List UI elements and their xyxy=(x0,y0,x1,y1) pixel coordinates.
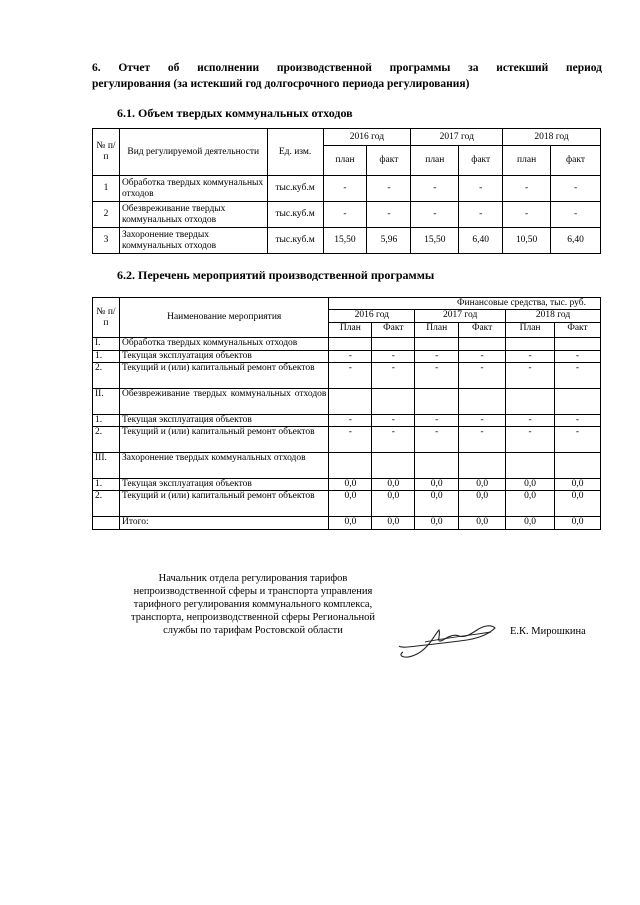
row-name: Текущий и (или) капитальный ремонт объектов xyxy=(119,363,328,389)
header-fact: факт xyxy=(459,146,503,176)
header-unit: Ед. изм. xyxy=(267,129,323,176)
position-line: тарифного регулирования коммунального комплекса, xyxy=(133,599,373,610)
cell-value: - xyxy=(323,176,367,202)
cell-value xyxy=(506,338,555,351)
cell-value: 0,0 xyxy=(459,479,506,491)
cell-value: - xyxy=(506,415,555,427)
cell-value: 0,0 xyxy=(506,517,555,530)
cell-value: 0,0 xyxy=(555,479,601,491)
header-fact: факт xyxy=(367,146,411,176)
cell-value: - xyxy=(551,202,601,228)
cell-value: - xyxy=(329,351,372,363)
cell-value: - xyxy=(555,415,601,427)
cell-value: - xyxy=(372,363,415,389)
section1-title: 6.1. Объем твердых коммунальных отходов xyxy=(117,106,353,120)
header-plan: План xyxy=(506,323,555,338)
cell-value xyxy=(329,338,372,351)
row-name: Текущий и (или) капитальный ремонт объектов xyxy=(119,427,328,453)
cell-value: 0,0 xyxy=(459,517,506,530)
row-name: Захоронение твердых коммунальных отходов xyxy=(119,453,328,479)
cell-value: - xyxy=(503,202,551,228)
cell-value: - xyxy=(367,202,411,228)
position-line: Начальник отдела регулирования тарифов xyxy=(158,573,348,584)
header-num: № п/п xyxy=(93,129,120,176)
cell-value xyxy=(459,389,506,415)
cell-value: - xyxy=(551,176,601,202)
header-year-2018: 2018 год xyxy=(503,129,601,146)
cell-value: 0,0 xyxy=(372,491,415,517)
cell-value: - xyxy=(555,363,601,389)
cell-value: 0,0 xyxy=(506,479,555,491)
header-name: Наименование мероприятия xyxy=(119,298,328,338)
cell-value xyxy=(459,338,506,351)
table-row xyxy=(93,415,601,427)
waste-volume-table xyxy=(92,128,601,254)
cell-value: - xyxy=(555,351,601,363)
cell-value: - xyxy=(459,351,506,363)
header-plan: план xyxy=(411,146,459,176)
row-activity: Обработка твердых коммунальных отходов xyxy=(119,176,267,202)
header-year-2018: 2018 год xyxy=(506,310,601,323)
cell-value: 0,0 xyxy=(329,479,372,491)
table-row xyxy=(93,389,601,415)
header-plan: план xyxy=(503,146,551,176)
header-year-2017: 2017 год xyxy=(411,129,503,146)
row-num: 2 xyxy=(93,202,120,228)
cell-value: - xyxy=(411,202,459,228)
signatory-position xyxy=(108,572,398,637)
header-fact: Факт xyxy=(555,323,601,338)
cell-value: 15,50 xyxy=(323,228,367,254)
header-plan: План xyxy=(329,323,372,338)
cell-value xyxy=(555,389,601,415)
header-funds: Финансовые средства, тыс. руб. xyxy=(329,298,601,310)
cell-value: 15,50 xyxy=(411,228,459,254)
cell-value: 0,0 xyxy=(372,517,415,530)
cell-value: - xyxy=(329,427,372,453)
handwritten-signature xyxy=(395,612,505,662)
cell-value: 5,96 xyxy=(367,228,411,254)
row-num: III. xyxy=(93,453,120,479)
table-row xyxy=(93,338,601,351)
cell-value: 0,0 xyxy=(415,479,459,491)
section2-title: 6.2. Перечень мероприятий производственной программы xyxy=(117,268,435,282)
cell-value: - xyxy=(372,427,415,453)
cell-value xyxy=(415,338,459,351)
cell-value xyxy=(372,389,415,415)
header-fact: Факт xyxy=(459,323,506,338)
cell-value xyxy=(415,389,459,415)
cell-value: - xyxy=(415,427,459,453)
cell-value xyxy=(329,453,372,479)
row-num xyxy=(93,517,120,530)
table-row xyxy=(93,363,601,389)
header-num: № п/п xyxy=(93,298,120,338)
table-row xyxy=(93,351,601,363)
cell-value: - xyxy=(506,363,555,389)
cell-value: 0,0 xyxy=(555,517,601,530)
row-num: 2. xyxy=(93,363,120,389)
cell-value: 0,0 xyxy=(329,517,372,530)
header-year-2016: 2016 год xyxy=(329,310,415,323)
cell-value: - xyxy=(372,351,415,363)
table-row xyxy=(93,228,601,254)
row-unit: тыс.куб.м xyxy=(267,176,323,202)
cell-value: - xyxy=(503,176,551,202)
table-row-total xyxy=(93,517,601,530)
cell-value: - xyxy=(415,415,459,427)
cell-value: - xyxy=(323,202,367,228)
cell-value xyxy=(372,453,415,479)
header-fact: факт xyxy=(551,146,601,176)
report-heading xyxy=(92,60,602,92)
header-year-2016: 2016 год xyxy=(323,129,411,146)
table-row xyxy=(93,453,601,479)
row-num: 3 xyxy=(93,228,120,254)
cell-value: - xyxy=(459,363,506,389)
cell-value xyxy=(329,389,372,415)
cell-value xyxy=(555,453,601,479)
cell-value: - xyxy=(459,202,503,228)
cell-value: - xyxy=(459,427,506,453)
row-num: I. xyxy=(93,338,120,351)
report-heading-line1: 6. Отчет об исполнении производственной программы за истекший период xyxy=(92,62,602,74)
cell-value: 6,40 xyxy=(459,228,503,254)
header-year-2017: 2017 год xyxy=(415,310,506,323)
table-row xyxy=(93,176,601,202)
cell-value xyxy=(372,338,415,351)
signatory-name: Е.К. Мирошкина xyxy=(510,626,586,637)
cell-value: - xyxy=(415,363,459,389)
row-num: 1. xyxy=(93,415,120,427)
cell-value: 0,0 xyxy=(555,491,601,517)
row-num: 1. xyxy=(93,479,120,491)
cell-value: 10,50 xyxy=(503,228,551,254)
cell-value: - xyxy=(411,176,459,202)
cell-value: - xyxy=(506,427,555,453)
cell-value xyxy=(506,453,555,479)
cell-value: - xyxy=(506,351,555,363)
cell-value: - xyxy=(459,415,506,427)
cell-value xyxy=(415,453,459,479)
row-num: II. xyxy=(93,389,120,415)
row-name: Текущий и (или) капитальный ремонт объектов xyxy=(119,491,328,517)
row-num: 1. xyxy=(93,351,120,363)
row-name: Обезвреживание твердых коммунальных отходов xyxy=(119,389,328,415)
table-row xyxy=(93,479,601,491)
row-name: Текущая эксплуатация объектов xyxy=(119,351,328,363)
row-name: Текущая эксплуатация объектов xyxy=(119,479,328,491)
header-fact: Факт xyxy=(372,323,415,338)
row-activity: Захоронение твердых коммунальных отходов xyxy=(119,228,267,254)
row-unit: тыс.куб.м xyxy=(267,228,323,254)
row-name: Итого: xyxy=(119,517,328,530)
cell-value: 0,0 xyxy=(459,491,506,517)
row-name: Обработка твердых коммунальных отходов xyxy=(119,338,328,351)
row-num: 2. xyxy=(93,491,120,517)
position-line: службы по тарифам Ростовской области xyxy=(163,625,343,636)
cell-value: - xyxy=(459,176,503,202)
row-activity: Обезвреживание твердых коммунальных отходов xyxy=(119,202,267,228)
cell-value: - xyxy=(555,427,601,453)
cell-value: 0,0 xyxy=(415,491,459,517)
row-name: Текущая эксплуатация объектов xyxy=(119,415,328,427)
cell-value: 0,0 xyxy=(506,491,555,517)
report-heading-line2: регулирования (за истекший год долгосрочного периода регулирования) xyxy=(92,78,470,90)
row-unit: тыс.куб.м xyxy=(267,202,323,228)
cell-value xyxy=(459,453,506,479)
cell-value: - xyxy=(329,415,372,427)
cell-value: - xyxy=(367,176,411,202)
position-line: транспорта, непроизводственной сферы Региональной xyxy=(130,612,375,623)
cell-value: 6,40 xyxy=(551,228,601,254)
header-plan: план xyxy=(323,146,367,176)
row-num: 2. xyxy=(93,427,120,453)
row-num: 1 xyxy=(93,176,120,202)
table-row xyxy=(93,202,601,228)
cell-value: 0,0 xyxy=(415,517,459,530)
table-row xyxy=(93,427,601,453)
cell-value: - xyxy=(372,415,415,427)
header-activity: Вид регулируемой деятельности xyxy=(119,129,267,176)
cell-value xyxy=(555,338,601,351)
cell-value: 0,0 xyxy=(329,491,372,517)
table-row xyxy=(93,491,601,517)
header-plan: План xyxy=(415,323,459,338)
cell-value: - xyxy=(415,351,459,363)
position-line: непроизводственной сферы и транспорта управления xyxy=(133,586,373,597)
cell-value xyxy=(506,389,555,415)
program-activities-table xyxy=(92,297,601,530)
cell-value: 0,0 xyxy=(372,479,415,491)
cell-value: - xyxy=(329,363,372,389)
